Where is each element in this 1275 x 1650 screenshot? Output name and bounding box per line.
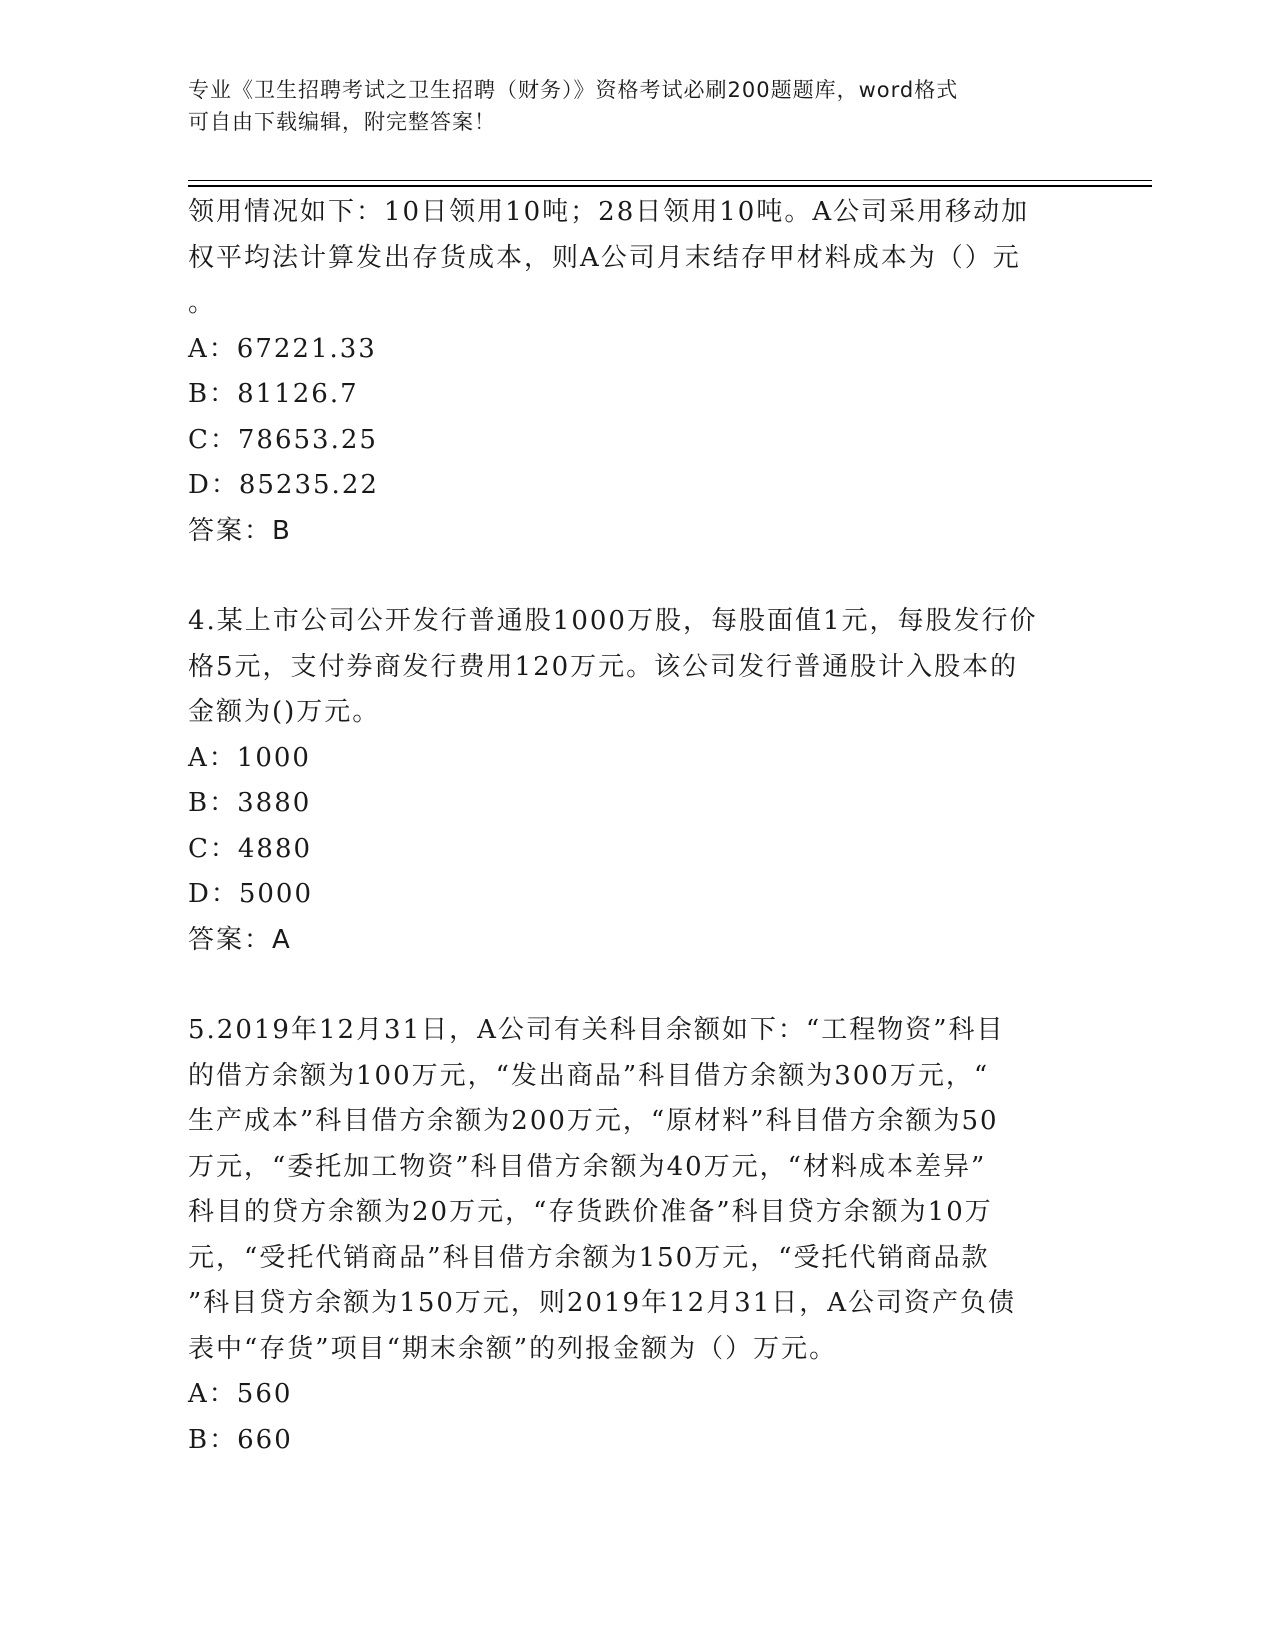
spacer [188, 963, 1088, 1008]
question-text-line: 。 [188, 288, 217, 318]
option-b: B：81126.7 [188, 379, 359, 409]
header-line-2: 可自由下载编辑，附完整答案！ [188, 110, 496, 134]
header-line-1: 专业《卫生招聘考试之卫生招聘（财务）》资格考试必刷200题题库，word格式 [188, 78, 959, 102]
option-c: C：78653.25 [188, 424, 378, 455]
question-text-line: 权平均法计算发出存货成本，则A公司月末结存甲材料成本为（）元 [188, 242, 1021, 273]
question-text-line: 表中“存货”项目“期末余额”的列报金额为（）万元。 [188, 1333, 838, 1364]
header-divider-thick [188, 185, 1152, 187]
answer-line: 答案：B [188, 515, 292, 546]
answer-line: 答案：A [188, 924, 292, 955]
spacer [188, 554, 1088, 599]
option-d: D：5000 [188, 879, 314, 909]
question-5 [188, 1008, 1088, 1463]
document-body [188, 190, 1088, 1463]
option-d: D：85235.22 [188, 470, 379, 500]
question-text-line: 5.2019年12月31日，A公司有关科目余额如下：“工程物资”科目 [188, 1015, 1005, 1045]
option-b: B：3880 [188, 788, 312, 818]
option-c: C：4880 [188, 833, 313, 864]
option-a: A：560 [188, 1379, 293, 1409]
option-b: B：660 [188, 1424, 293, 1455]
question-text-line: 元，“受托代销商品”科目借方余额为150万元，“受托代销商品款 [188, 1242, 990, 1273]
question-4 [188, 599, 1088, 963]
question-text-line: 领用情况如下：10日领用10吨；28日领用10吨。A公司采用移动加 [188, 197, 1030, 227]
question-text-line: 金额为()万元。 [188, 697, 381, 727]
header-divider-thin [188, 180, 1152, 181]
question-text-line: 生产成本”科目借方余额为200万元，“原材料”科目借方余额为50 [188, 1106, 999, 1136]
question-text-line: ”科目贷方余额为150万元，则2019年12月31日，A公司资产负债 [188, 1288, 1017, 1318]
option-a: A：67221.33 [188, 333, 377, 364]
question-text-line: 格5元，支付券商发行费用120万元。该公司发行普通股计入股本的 [188, 651, 1019, 682]
question-text-line: 万元，“委托加工物资”科目借方余额为40万元，“材料成本差异” [188, 1151, 987, 1182]
question-3 [188, 190, 1088, 554]
question-text-line: 的借方余额为100万元，“发出商品”科目借方余额为300万元，“ [188, 1060, 990, 1091]
document-header [188, 74, 1068, 138]
option-a: A：1000 [188, 742, 311, 773]
question-text-line: 科目的贷方余额为20万元，“存货跌价准备”科目贷方余额为10万 [188, 1197, 993, 1227]
question-text-line: 4.某上市公司公开发行普通股1000万股，每股面值1元，每股发行价 [188, 606, 1038, 636]
